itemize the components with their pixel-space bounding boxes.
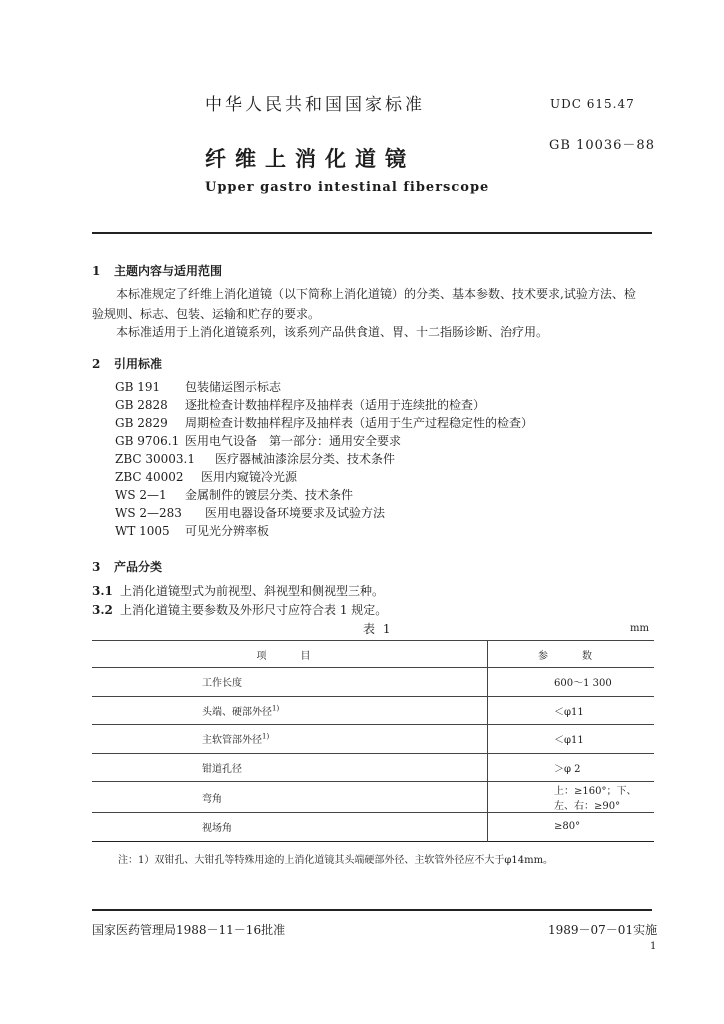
table-row <box>92 753 654 782</box>
section-1-paragraph-1: 本标准规定了纤维上消化道镜（以下简称上消化道镜）的分类、基本参数、技术要求,试验方法、检验规则、标志、包装、运输和贮存的要求。 <box>92 287 636 321</box>
udc-number: UDC 615.47 <box>550 97 635 111</box>
footer-divider <box>92 909 652 911</box>
item-label: 头端、硬部外径 <box>202 706 272 718</box>
table-cell-value: ≥80° <box>488 813 655 842</box>
section-3-heading <box>92 558 162 575</box>
document-title-en: Upper gastro intestinal fiberscope <box>205 180 490 195</box>
table-cell-item <box>92 668 488 697</box>
item-label: 钳道孔径 <box>202 763 242 775</box>
reference-item <box>115 378 533 396</box>
reference-title: 医疗器械油漆涂层分类、技术条件 <box>215 452 396 466</box>
footnote-mark: 1) <box>262 732 270 741</box>
table-cell-item <box>92 696 488 725</box>
reference-title: 医用电气设备 第一部分：通用安全要求 <box>185 434 402 448</box>
reference-list <box>115 378 533 540</box>
table-cell-value: ＜φ11 <box>488 725 655 754</box>
page-number: 1 <box>650 941 657 952</box>
document-title-cn: 纤维上消化道镜 <box>205 146 415 171</box>
column-header-item: 项 目 <box>92 641 488 668</box>
table-row <box>92 725 654 754</box>
classification-item <box>92 582 384 599</box>
reference-title: 逐批检查计数抽样程序及抽样表（适用于连续批的检查） <box>185 398 486 412</box>
table-row <box>92 782 654 813</box>
reference-title: 可见光分辨率板 <box>185 524 270 538</box>
section-number: 3 <box>92 560 101 574</box>
reference-code: ZBC 30003.1 <box>115 452 195 466</box>
implementation-date: 1989－07－01实施 <box>548 923 658 937</box>
reference-code: GB 191 <box>115 380 161 394</box>
classification-item <box>92 601 387 618</box>
gb-number: GB 10036－88 <box>549 138 655 153</box>
reference-item <box>115 414 533 432</box>
section-1-heading <box>92 262 222 279</box>
reference-code: WS 2—283 <box>115 506 182 520</box>
reference-title: 医用内窥镜冷光源 <box>201 470 298 484</box>
table-note: 注：1）双钳孔、大钳孔等特殊用途的上消化道镜其头端硬部外径、主软管外径应不大于φ14mm。 <box>118 855 554 866</box>
table-cell-item <box>92 753 488 782</box>
table-cell-item <box>92 813 488 842</box>
reference-item <box>115 504 533 522</box>
clause-number: 3.2 <box>92 603 113 617</box>
table-header-row <box>92 641 654 668</box>
table-cell-value: ＜φ11 <box>488 696 655 725</box>
item-label: 工作长度 <box>202 678 242 690</box>
item-label: 弯角 <box>202 793 222 805</box>
reference-title: 医用电器设备环境要求及试验方法 <box>205 506 386 520</box>
table-cell-item <box>92 782 488 813</box>
item-label: 视场角 <box>202 823 232 835</box>
section-title: 引用标准 <box>114 357 163 371</box>
section-number: 2 <box>92 357 101 371</box>
table-row <box>92 696 654 725</box>
approval-statement: 国家医药管理局1988－11－16批准 <box>92 923 286 937</box>
reference-item <box>115 396 533 414</box>
national-standard-label: 中华人民共和国国家标准 <box>205 95 425 115</box>
section-1-paragraph-2: 本标准适用于上消化道镜系列，该系列产品供食道、胃、十二指肠诊断、治疗用。 <box>116 325 549 339</box>
reference-item <box>115 486 533 504</box>
column-header-value: 参 数 <box>488 641 655 668</box>
table-cell-value: 上：≥160°；下、左、右：≥90° <box>488 782 655 813</box>
reference-item <box>115 468 533 486</box>
reference-item <box>115 450 533 468</box>
reference-code: ZBC 40002 <box>115 470 184 484</box>
clause-number: 3.1 <box>92 584 113 598</box>
table-caption: 表 1 <box>363 622 393 636</box>
table-cell-item <box>92 725 488 754</box>
section-number: 1 <box>92 264 101 278</box>
table-row <box>92 813 654 842</box>
reference-title: 周期检查计数抽样程序及抽样表（适用于生产过程稳定性的检查） <box>185 416 534 430</box>
reference-item <box>115 522 533 540</box>
section-title: 产品分类 <box>114 560 163 574</box>
reference-code: GB 2829 <box>115 416 168 430</box>
reference-code: GB 2828 <box>115 398 168 412</box>
reference-item <box>115 432 533 450</box>
reference-title: 包装储运图示标志 <box>185 380 282 394</box>
reference-code: GB 9706.1 <box>115 434 180 448</box>
parameter-table <box>92 640 654 842</box>
reference-code: WS 2—1 <box>115 488 167 502</box>
footnote-mark: 1) <box>272 704 280 713</box>
section-2-heading <box>92 355 162 372</box>
table-unit: mm <box>630 623 649 634</box>
clause-text: 上消化道镜型式为前视型、斜视型和侧视型三种。 <box>120 584 385 598</box>
table-row <box>92 668 654 697</box>
section-title: 主题内容与适用范围 <box>114 264 223 278</box>
reference-code: WT 1005 <box>115 524 170 538</box>
reference-title: 金属制件的镀层分类、技术条件 <box>185 488 354 502</box>
table-cell-value: 600～1 300 <box>488 668 655 697</box>
clause-text: 上消化道镜主要参数及外形尺寸应符合表 1 规定。 <box>120 603 388 617</box>
table-cell-value: ＞φ 2 <box>488 753 655 782</box>
header-divider <box>92 232 652 234</box>
item-label: 主软管部外径 <box>202 735 262 747</box>
